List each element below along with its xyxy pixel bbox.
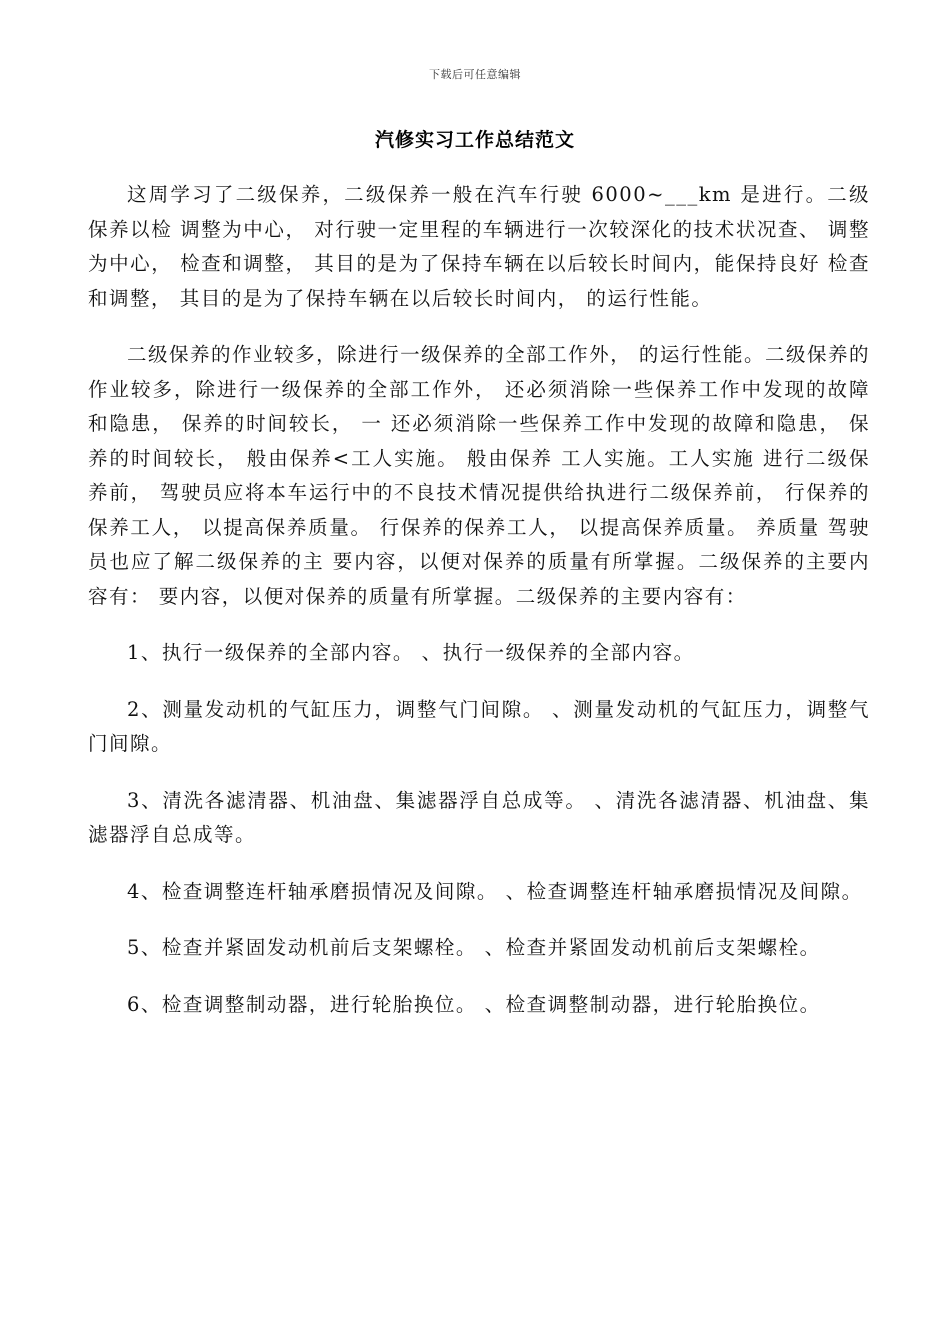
list-item: 2、测量发动机的气缸压力，调整气门间隙。 、测量发动机的气缸压力，调整气门间隙。 bbox=[88, 697, 870, 755]
paragraph-intro: 这周学习了二级保养，二级保养一般在汽车行驶 6000~___km 是进行。二级保养以检 调整为中心， 对行驶一定里程的车辆进行一次较深化的技术状况查、 调整为中心， 检查和调整， 其目的是为了保持车辆在以后较长时间内，能保持良好 检查和调整， 其目的是为了保持车辆在以后较长时间内， 的运行性能。 bbox=[88, 183, 870, 310]
document-body bbox=[88, 178, 870, 1044]
list-item: 1、执行一级保养的全部内容。 、执行一级保养的全部内容。 bbox=[127, 641, 695, 664]
document-title: 汽修实习工作总结范文 bbox=[374, 129, 575, 151]
header-note: 下载后可任意编辑 bbox=[429, 68, 521, 81]
list-item: 3、清洗各滤清器、机油盘、集滤器浮自总成等。 、清洗各滤清器、机油盘、集滤器浮自总成等。 bbox=[88, 788, 870, 846]
paragraph-description: 二级保养的作业较多，除进行一级保养的全部工作外， 的运行性能。二级保养的作业较多，除进行一级保养的全部工作外， 还必须消除一些保养工作中发现的故障和隐患， 保养的时间较长， 一 还必须消除一些保养工作中发现的故障和隐患， 保养的时间较长， 般由保养<工人实施。 般由保养 工人实施。工人实施 进行二级保养前， 驾驶员应将本车运行中的不良技术情况提供给执进行二级保养前， 行保养的保养工人， 以提高保养质量。 行保养的保养工人， 以提高保养质量。 养质量 驾驶员也应了解二级保养的主 要内容，以便对保养的质量有所掌握。二级保养的主要内容有： 要内容，以便对保养的质量有所掌握。二级保养的主要内容有： bbox=[88, 343, 870, 608]
list-item: 4、检查调整连杆轴承磨损情况及间隙。 、检查调整连杆轴承磨损情况及间隙。 bbox=[127, 879, 863, 903]
list-item: 6、检查调整制动器，进行轮胎换位。 、检查调整制动器，进行轮胎换位。 bbox=[127, 992, 821, 1016]
list-item: 5、检查并紧固发动机前后支架螺栓。 、检查并紧固发动机前后支架螺栓。 bbox=[127, 936, 821, 959]
